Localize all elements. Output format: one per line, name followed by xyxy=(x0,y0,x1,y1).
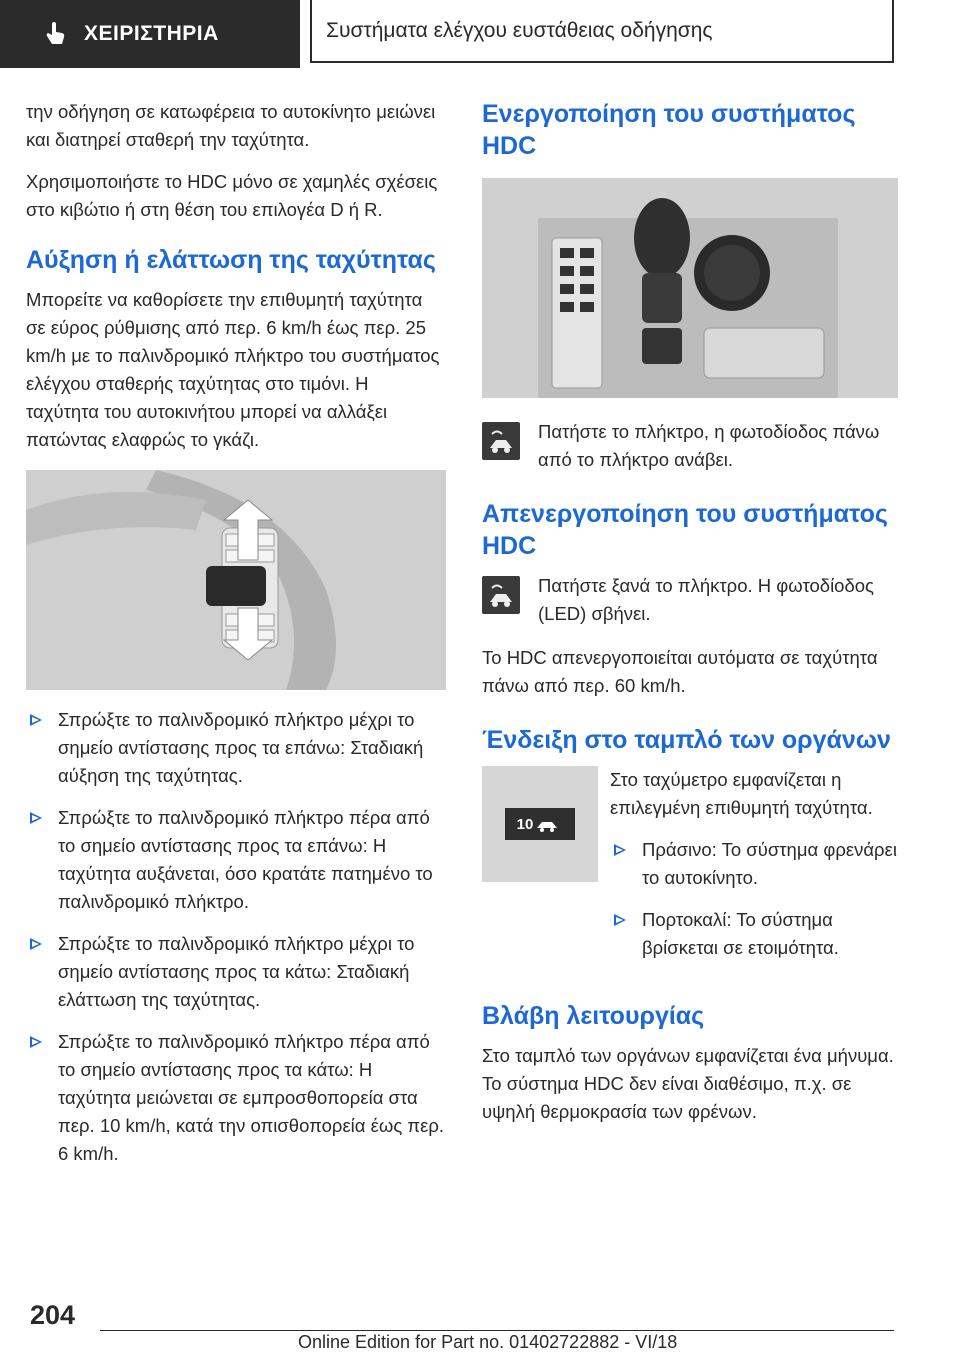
section-heading: Βλάβη λειτουργίας xyxy=(482,1002,705,1030)
list-item: Σπρώξτε το παλινδρομικό πλήκτρο πέρα από το σημείο αντίστασης προς τα επάνω: Η ταχύτητα αυξάνεται, όσο κρατάτε πατημένο το παλινδρομικό πλήκτρο. xyxy=(26,804,446,916)
chapter-header xyxy=(310,0,894,63)
hdc-button-icon xyxy=(482,576,520,614)
step-list xyxy=(26,706,446,1168)
edition-footer: Online Edition for Part no. 01402722882 - VI/18 xyxy=(298,1332,678,1352)
footer-divider xyxy=(100,1330,894,1331)
list-item: Σπρώξτε το παλινδρομικό πλήκτρο μέχρι το σημείο αντίστασης προς τα επάνω: Σταδιακή αύξηση της ταχύτητας. xyxy=(26,706,446,790)
hand-pointer-icon xyxy=(42,20,70,48)
status-list xyxy=(610,836,902,962)
rocker-switch-illustration xyxy=(26,470,446,690)
display-section xyxy=(482,766,902,976)
list-item: Σπρώξτε το παλινδρομικό πλήκτρο πέρα από το σημείο αντίστασης προς τα κάτω: Η ταχύτητα μειώνεται σε εμπροσθοπορεία στα περ. 10 km/h, κατά την οπισθοπορεία έως περ. 6 km/h. xyxy=(26,1028,446,1168)
section-heading: Αύξηση ή ελάττωση της ταχύτητας xyxy=(26,246,436,274)
left-column xyxy=(26,98,446,1182)
page-number: 204 xyxy=(30,1300,76,1330)
center-console-image xyxy=(482,178,898,398)
paragraph: Το HDC απενεργοποιείται αυτόματα σε ταχύτητα πάνω από περ. 60 km/h. xyxy=(482,647,878,696)
right-column xyxy=(482,98,902,1140)
section-heading: Ένδειξη στο ταμπλό των οργάνων xyxy=(482,726,891,754)
paragraph: Μπορείτε να καθορίσετε την επιθυμητή ταχύτητα σε εύρος ρύθμισης από περ. 6 km/h έως περ. 25 km/h με το παλινδρομικό πλήκτρο του συστήματος ελέγχου σταθερής ταχύτητας στο τιμόνι. Η ταχύτητα του αυτοκινήτου μπορεί να αλλάξει πατώντας ελαφρώς το γκάζι. xyxy=(26,289,440,450)
list-item: Πράσινο: Το σύστημα φρενάρει το αυτοκίνητο. xyxy=(610,836,902,892)
car-descent-icon xyxy=(533,814,563,834)
paragraph: Χρησιμοποιήστε το HDC μόνο σε χαμηλές σχέσεις στο κιβώτιο ή στη θέση του επιλογέα D ή R. xyxy=(26,171,438,220)
activate-instruction xyxy=(482,418,902,474)
hdc-button-icon xyxy=(482,422,520,460)
display-speed-value: 10 xyxy=(516,815,534,833)
center-console-illustration xyxy=(482,178,898,398)
list-item: Σπρώξτε το παλινδρομικό πλήκτρο μέχρι το σημείο αντίστασης προς τα κάτω: Σταδιακή ελάττωση της ταχύτητας. xyxy=(26,930,446,1014)
list-item: Πορτοκαλί: Το σύστημα βρίσκεται σε ετοιμότητα. xyxy=(610,906,902,962)
section-tab xyxy=(0,0,300,68)
paragraph: την οδήγηση σε κατωφέρεια το αυτοκίνητο μειώνει και διατηρεί σταθερή την ταχύτητα. xyxy=(26,101,436,150)
deactivate-instruction xyxy=(482,572,902,628)
paragraph: Στο ταχύμετρο εμφανίζεται η επιλεγμένη επιθυμητή ταχύτητα. xyxy=(610,769,873,818)
instrument-display-image xyxy=(482,766,598,882)
paragraph: Πατήστε ξανά το πλήκτρο. Η φωτοδίοδος (LED) σβήνει. xyxy=(538,575,874,624)
paragraph: Στο ταμπλό των οργάνων εμφανίζεται ένα μήνυμα. Το σύστημα HDC δεν είναι διαθέσιμο, π.χ. σε υψηλή θερμοκρασία των φρένων. xyxy=(482,1045,894,1122)
section-label: ΧΕΙΡΙΣΤΗΡΙΑ xyxy=(84,22,219,45)
paragraph: Πατήστε το πλήκτρο, η φωτοδίοδος πάνω από το πλήκτρο ανάβει. xyxy=(538,421,880,470)
section-heading: Ενεργοποίηση του συστήματος HDC xyxy=(482,100,856,160)
section-heading: Απενεργοποίηση του συστήματος HDC xyxy=(482,500,888,560)
steering-wheel-switch-image xyxy=(26,470,446,690)
chapter-title: Συστήματα ελέγχου ευστάθειας οδήγησης xyxy=(326,18,713,42)
